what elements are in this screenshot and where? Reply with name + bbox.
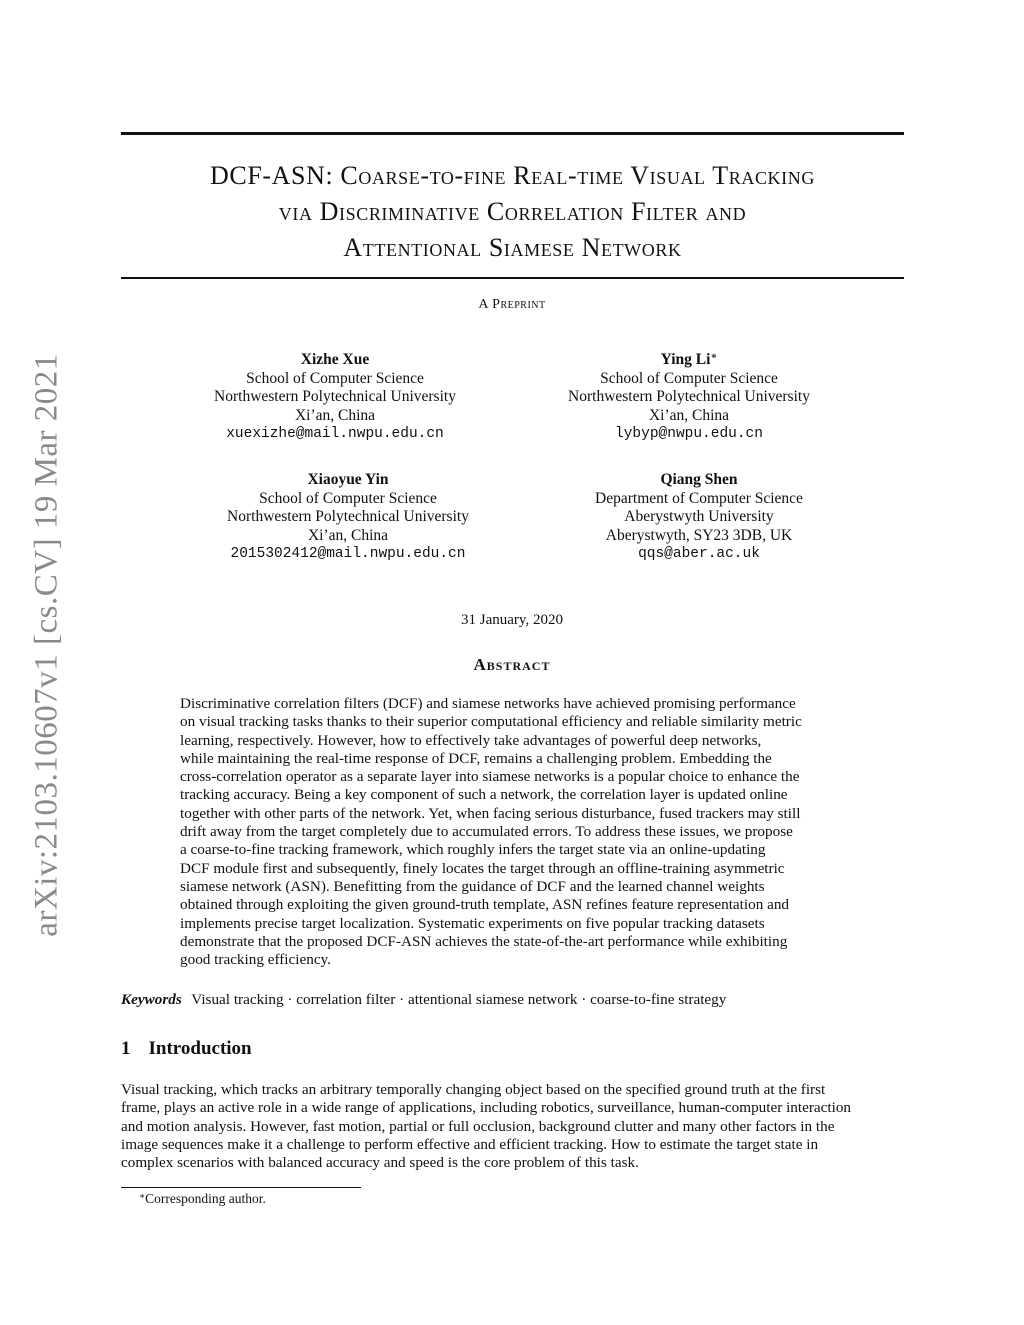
section-heading (121, 1038, 252, 1060)
author-location: Xi’an, China (307, 526, 389, 544)
author-affiliation: Northwestern Polytechnical University (227, 508, 469, 525)
intro-line: Visual tracking, which tracks an arbitrary temporally changing object based on the specified ground truth at the first (121, 1081, 826, 1098)
title-line: via Discriminative Correlation Filter and (278, 197, 747, 226)
abstract-line: on visual tracking tasks thanks to their superior computational efficiency and reliable similarity metric (180, 713, 802, 731)
author-name: Xiaoyue Yin (307, 471, 389, 488)
section-title: Introduction (148, 1038, 252, 1059)
author-email[interactable]: lybyp@nwpu.edu.cn (615, 426, 763, 442)
abstract-line: a coarse-to-fine tracking framework, which roughly infers the target state via an online-updating (180, 841, 766, 859)
author-department: School of Computer Science (600, 369, 778, 387)
publication-date: 31 January, 2020 (461, 612, 563, 628)
intro-paragraph (121, 1081, 904, 1172)
intro-line: complex scenarios with balanced accuracy and speed is the core problem of this task. (121, 1154, 639, 1172)
abstract-line: good tracking efficiency. (180, 951, 331, 969)
preprint-label: A Preprint (478, 297, 546, 312)
abstract-line: cross-correlation operator as a separate layer into siamese networks is a popular choice to enhance the (180, 768, 800, 786)
author-affiliation: Northwestern Polytechnical University (568, 388, 810, 405)
intro-line: and motion analysis. However, fast motion, partial or full occlusion, background clutter and many other factors in the (121, 1117, 835, 1135)
author-block (549, 471, 849, 564)
keywords-text: Visual tracking · correlation filter · attentional siamese network · coarse-to-fine strategy (191, 991, 727, 1008)
author-department: School of Computer Science (259, 489, 437, 507)
author-location: Aberystwyth, SY23 3DB, UK (605, 526, 793, 544)
footnote-mark: ∗ (710, 351, 718, 362)
author-affiliation: Northwestern Polytechnical University (214, 388, 456, 405)
paper-title (121, 158, 904, 266)
author-location: Xi’an, China (648, 406, 730, 424)
arxiv-stamp-text: arXiv:2103.10607v1 [cs.CV] 19 Mar 2021 (28, 353, 65, 937)
abstract-line: together with other parts of the network. Yet, when facing serious disturbance, fused trackers may still (180, 804, 801, 822)
author-name: Xizhe Xue (300, 351, 370, 368)
keywords (121, 991, 726, 1009)
title-rule-bottom (121, 277, 904, 279)
abstract-line: tracking accuracy. Being a key component of such a network, the correlation layer is updated online (180, 786, 788, 804)
author-block (185, 351, 485, 444)
title-rule-top (121, 132, 904, 135)
footnote-mark: ∗ (139, 1191, 146, 1201)
abstract-line: siamese network (ASN). Benefitting from the guidance of DCF and the learned channel weights (180, 877, 765, 895)
footnote (139, 1191, 266, 1207)
keywords-label: Keywords (121, 991, 182, 1008)
abstract-line: DCF module first and subsequently, finely locates the target through an offline-training asymmetric (180, 859, 785, 877)
abstract-heading: Abstract (473, 655, 551, 674)
title-line: Attentional Siamese Network (343, 233, 682, 262)
abstract-line: implements precise target localization. Systematic experiments on five popular tracking datasets (180, 914, 765, 932)
abstract-line: Discriminative correlation filters (DCF) and siamese networks have achieved promising performance (180, 695, 796, 712)
abstract-body (180, 695, 844, 969)
author-department: School of Computer Science (246, 369, 424, 387)
title-line: DCF-ASN: Coarse-to-fine Real-time Visual Tracking (210, 161, 815, 190)
author-email[interactable]: xuexizhe@mail.nwpu.edu.cn (226, 426, 444, 442)
author-name: Qiang Shen (660, 471, 738, 488)
author-name-line (539, 351, 839, 370)
section-number: 1 (121, 1038, 131, 1059)
intro-line: image sequences make it a challenge to perform effective and efficient tracking. How to estimate the target state in (121, 1135, 819, 1153)
author-block (198, 471, 498, 564)
author-location: Xi’an, China (294, 406, 376, 424)
abstract-line: demonstrate that the proposed DCF-ASN achieves the state-of-the-art performance while exhibiting (180, 932, 788, 950)
author-name: Ying Li (660, 351, 711, 368)
abstract-line: learning, respectively. However, how to effectively take advantages of powerful deep networks, (180, 731, 762, 749)
author-email[interactable]: 2015302412@mail.nwpu.edu.cn (230, 546, 466, 562)
author-email[interactable]: qqs@aber.ac.uk (638, 546, 760, 562)
abstract-line: while maintaining the real-time response of DCF, remains a challenging problem. Embedding the (180, 749, 772, 767)
author-department: Department of Computer Science (595, 489, 803, 507)
author-affiliation: Aberystwyth University (624, 508, 774, 525)
abstract-line: obtained through exploiting the given ground-truth template, ASN refines feature representation and (180, 896, 790, 914)
abstract-line: drift away from the target completely due to accumulated errors. To address these issues, we propose (180, 823, 793, 841)
author-block (539, 351, 839, 444)
footnote-text: Corresponding author. (145, 1191, 266, 1206)
intro-line: frame, plays an active role in a wide range of applications, including robotics, surveillance, human-computer interaction (121, 1099, 852, 1117)
footnote-rule (121, 1187, 361, 1188)
